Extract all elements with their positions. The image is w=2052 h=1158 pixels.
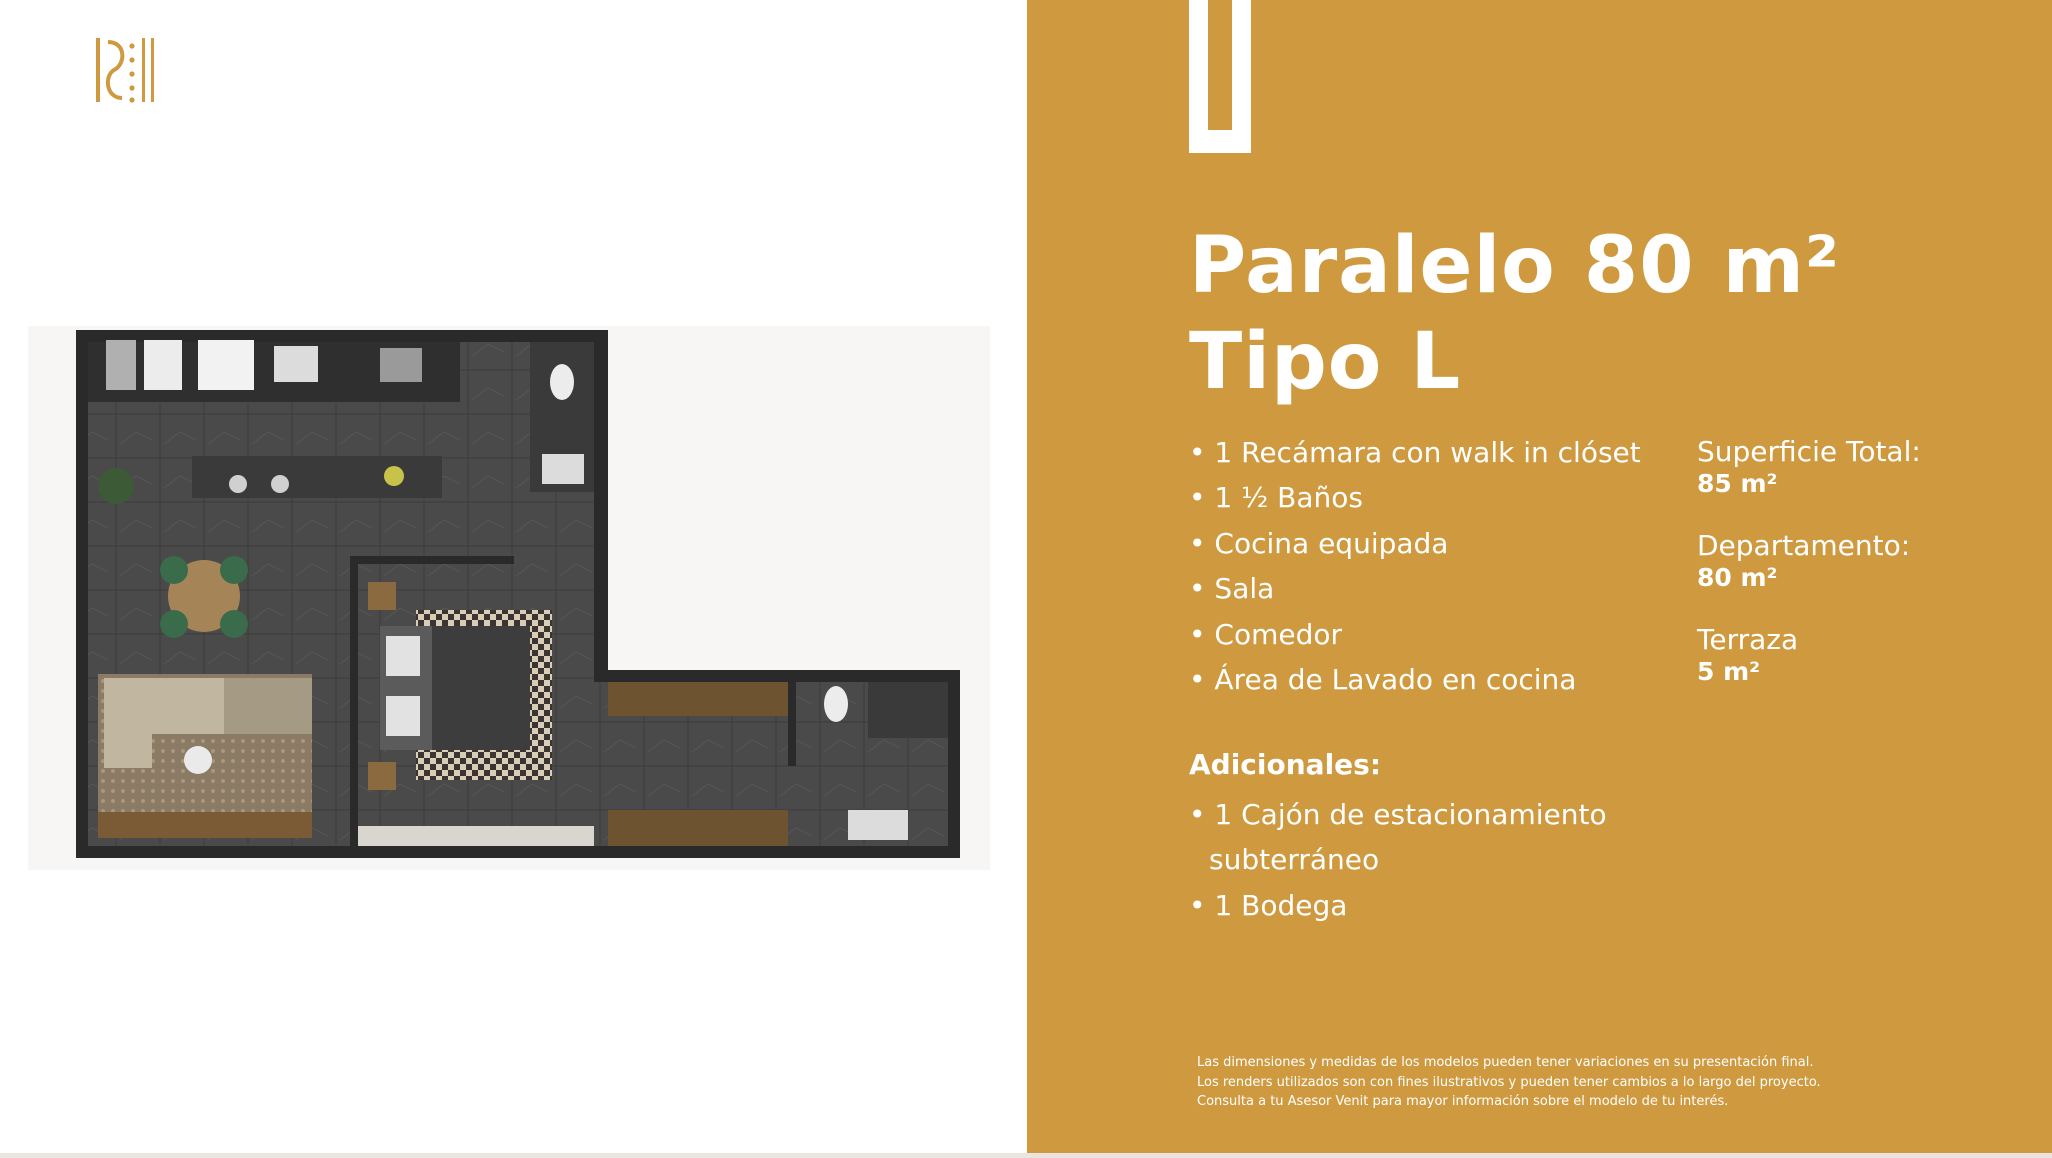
spec-apartment-area [1697, 529, 1921, 593]
additional-list [1189, 792, 1607, 928]
info-panel [1027, 0, 2052, 1153]
feature-item: • Sala [1189, 572, 1275, 606]
area-specs [1697, 435, 1921, 717]
disclaimer [1197, 1053, 1821, 1112]
feature-item: • 1 ½ Baños [1189, 481, 1364, 515]
listing-title [1189, 218, 1840, 410]
floor-plan-render [28, 326, 990, 870]
spec-label: Departamento: [1697, 529, 1911, 562]
title-line-1: Paralelo 80 m² [1189, 221, 1841, 311]
spec-value: 80 m² [1697, 563, 1778, 592]
spec-terrace-area [1697, 623, 1921, 687]
spec-total-area [1697, 435, 1921, 499]
feature-item: • Comedor [1189, 617, 1343, 651]
bottom-strip [0, 1153, 2052, 1158]
title-line-2: Tipo L [1189, 317, 1462, 407]
spec-value: 85 m² [1697, 469, 1778, 498]
additional-item-parking: • 1 Cajón de estacionamiento [1189, 798, 1607, 831]
bar-base [1189, 130, 1251, 153]
spec-label: Terraza [1697, 623, 1799, 656]
disclaimer-line: Consulta a tu Asesor Venit para mayor información sobre el modelo de tu interés. [1197, 1094, 1729, 1109]
spec-label: Superficie Total: [1697, 435, 1921, 468]
spec-value: 5 m² [1697, 657, 1761, 686]
feature-item: • Cocina equipada [1189, 526, 1449, 560]
additional-item-parking-cont: subterráneo [1209, 843, 1380, 877]
additional-heading: Adicionales: [1189, 748, 1382, 781]
feature-item: • 1 Recámara con walk in clóset [1189, 436, 1641, 469]
feature-list [1189, 430, 1641, 702]
disclaimer-line: Las dimensiones y medidas de los modelos pueden tener variaciones en su presentación final. [1197, 1055, 1814, 1070]
feature-item: • Área de Lavado en cocina [1189, 662, 1577, 696]
additional-item-storage: • 1 Bodega [1189, 888, 1348, 922]
venit-logo-icon [94, 38, 162, 104]
disclaimer-line: Los renders utilizados son con fines ilustrativos y pueden tener cambios a lo largo del proyecto. [1197, 1074, 1821, 1090]
